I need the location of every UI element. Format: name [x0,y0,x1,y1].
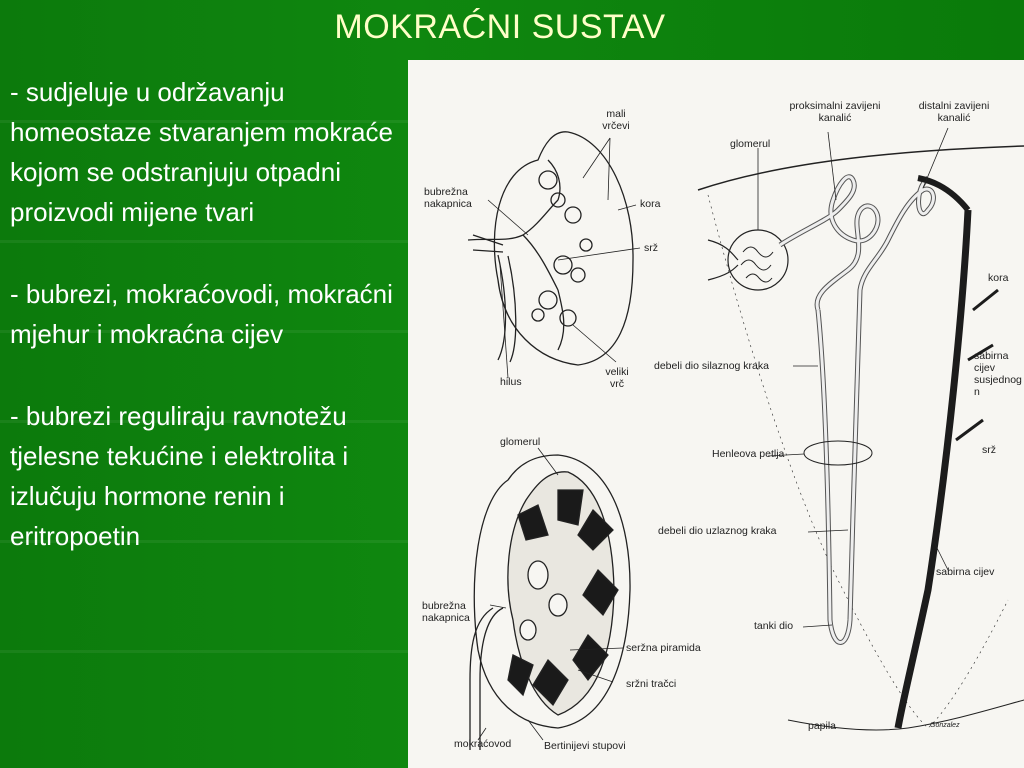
label-bertinijevi-stupovi: Bertinijevi stupovi [544,740,626,752]
label-proksimalni: proksimalni zavijeni kanalić [789,100,881,124]
bullet-list [10,72,400,598]
label-glomerul-bottom: glomerul [500,436,541,448]
label-srzna-piramida: seržna piramida [626,642,701,654]
kidney-drawing [408,60,1024,768]
label-hilus: hilus [500,376,522,388]
label-mali-vrcevi: mali vrčevi [602,108,630,132]
kidney-cross-section-bottom [470,455,630,750]
bullet-item: - bubrezi, mokraćovodi, mokraćni mjehur i mokraćna cijev [10,279,393,349]
label-signature: Gonzalez [930,722,960,729]
label-bubrezna-nakapnica-bottom: bubrežna nakapnica [422,600,470,624]
label-sabirna-cijev-susjednog: sabirna cijev susjednog n [974,350,1022,398]
label-debeli-uzlazni: debeli dio uzlaznog kraka [658,525,777,537]
label-srzni-tracci: sržni tračci [626,678,677,690]
label-kora-right: kora [988,272,1009,284]
label-glomerul-right: glomerul [730,138,771,150]
label-debeli-silazni: debeli dio silaznog kraka [654,360,769,372]
bullet-item: - bubrezi reguliraju ravnotežu tjelesne tekućine i elektrolita i izlučuju hormone renin i eritropoetin [10,401,349,551]
label-sabirna-cijev: sabirna cijev [936,566,995,578]
nephron-diagram [698,146,1024,730]
kidney-illustration [408,60,1024,768]
slide-title: MOKRAĆNI SUSTAV [334,8,666,46]
label-veliki-vrc: veliki vrč [605,366,629,390]
kidney-cross-section-top [468,132,633,365]
label-srz-top: srž [644,242,658,254]
label-tanki-dio: tanki dio [754,620,794,632]
label-papila: papila [808,720,837,732]
label-kora-top: kora [640,198,661,210]
label-distalni: distalni zavijeni kanalić [918,100,990,124]
bullet-item: - sudjeluje u održavanju homeostaze stvaranjem mokraće kojom se odstranjuju otpadni proizvodi mijene tvari [10,77,393,227]
label-bubrezna-nakapnica-top: bubrežna nakapnica [424,186,472,210]
label-srz-right: srž [982,444,996,456]
label-mokracovod: mokraćovod [454,738,512,750]
label-henleova: Henleova petlja [712,448,785,460]
